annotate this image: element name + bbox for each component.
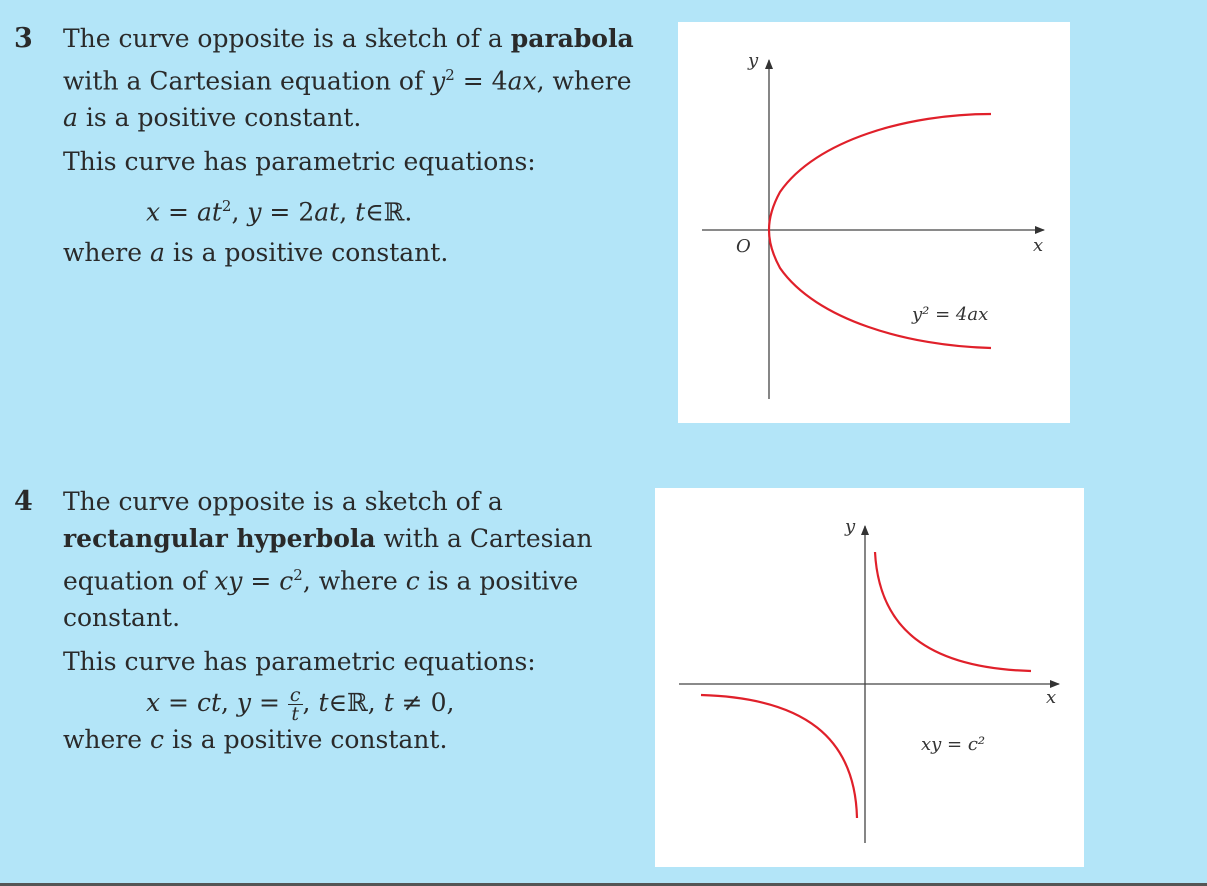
line: with a Cartesian equation of $y^2 = 4ax$, where — [63, 66, 632, 96]
bold-term: parabola — [510, 24, 634, 53]
item-text — [63, 20, 643, 271]
line: constant. — [63, 603, 181, 633]
bold-term: rectangular hyperbola — [63, 524, 376, 553]
hyperbola-branch-right — [875, 552, 1031, 671]
parabola-graph-panel — [678, 22, 1070, 423]
line: a is a positive constant. — [63, 103, 362, 133]
x-axis-label: x — [1046, 687, 1057, 708]
y-axis-label: y — [748, 50, 759, 71]
parametric-equation: x = ct, y = $\frac{c}{t}$ , t∈ℝ, t ≠ 0, — [146, 684, 455, 726]
line: The curve opposite is a sketch of a parabola — [63, 24, 634, 53]
hyperbola-branch-left — [701, 695, 857, 818]
fraction: $\frac{c}{t}$ — [289, 684, 301, 726]
intro-line: This curve has parametric equations: — [63, 147, 536, 177]
closing-line: where a is a positive constant. — [63, 237, 449, 267]
line: equation of xy = $c^2$, where c is a positive — [63, 566, 579, 596]
closing-line: where c is a positive constant. — [63, 725, 448, 755]
line: rectangular hyperbola with a Cartesian — [63, 524, 593, 553]
line: The curve opposite is a sketch of a — [63, 487, 503, 516]
x-axis-label: x — [1033, 235, 1044, 256]
origin-label: O — [736, 236, 751, 257]
hyperbola-graph — [655, 488, 1084, 867]
parametric-equation: $x = at^2$, y = 2at, t∈ℝ. — [146, 197, 413, 227]
y-axis-label: y — [845, 516, 856, 537]
curve-label: y² = 4ax — [912, 304, 989, 325]
parabola-graph — [678, 22, 1070, 423]
item-number: 3 — [14, 23, 33, 54]
hyperbola-graph-panel — [655, 488, 1084, 867]
item-number: 4 — [14, 486, 33, 517]
intro-line: This curve has parametric equations: — [63, 647, 536, 677]
curve-label: xy = c² — [921, 734, 986, 755]
item-text — [63, 483, 643, 758]
